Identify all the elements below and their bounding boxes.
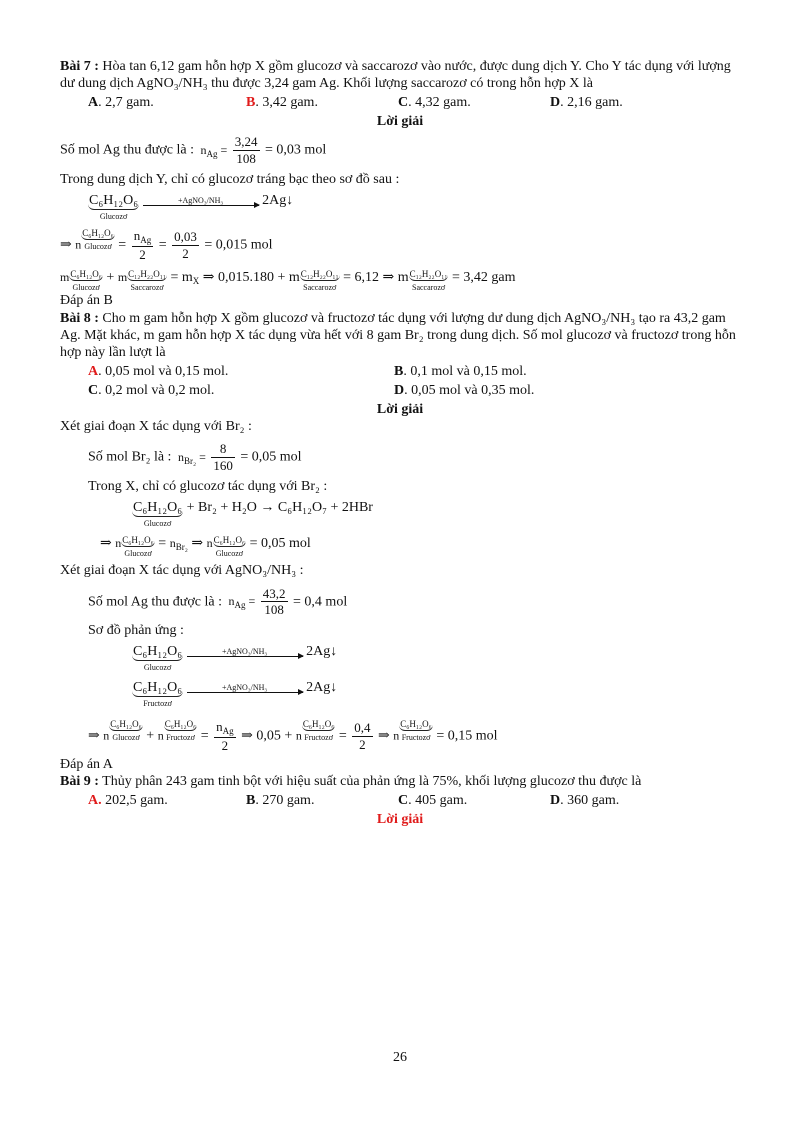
- bai8-answer: Đáp án A: [60, 756, 113, 772]
- bai8-options-row1: [88, 363, 740, 380]
- bai9-question: Bài 9 : Thủy phân 243 gam tinh bột với hiệu suất của phản ứng là 75%, khối lượng glucozơ thu được là: [60, 773, 642, 789]
- arrow-icon: +AgNO₃/NH₃: [187, 683, 303, 694]
- bai8-scheme-glucose: C₆H₁₂O₆ Glucozơ +AgNO₃/NH₃ 2Ag↓: [133, 644, 338, 673]
- page-content: [60, 58, 740, 828]
- bai7-options: [88, 94, 740, 111]
- bai7-option-d[interactable]: D. 2,16 gam.: [550, 95, 623, 111]
- bai7-scheme-intro: Trong dung dịch Y, chỉ có glucozơ tráng bạc theo sơ đồ sau :: [60, 172, 400, 188]
- bai7-option-a[interactable]: A. 2,7 gam.: [88, 95, 154, 111]
- bai8-n-glucose: ⇒ n C₆H₁₂O₆ Glucozơ = $n_{Br_2}$ ⇒ n C₆H₁₂O₆ Glucozơ = 0,05 mol: [100, 534, 311, 558]
- bai9-option-c[interactable]: C. 405 gam.: [398, 792, 468, 808]
- bai7-option-c[interactable]: C. 4,32 gam.: [398, 95, 471, 111]
- bai7-option-b[interactable]: B. 3,42 gam.: [246, 95, 318, 111]
- bai7-title: Bài 7 :: [60, 59, 99, 74]
- bai9-options: [88, 792, 740, 809]
- bai7-scheme: C₆H₁₂O₆ Glucozơ +AgNO₃/NH₃ 2Ag↓: [89, 193, 294, 222]
- arrow-icon: +AgNO₃/NH₃: [143, 196, 259, 207]
- bai7-mass-equation: m C₆H₁₂O₆ Glucozơ + m C₁₂H₂₂O₁₁ Saccarozơ = $m_X$ ⇒ 0,015.180 + m C₁₂H₂₂O₁₁ Saccarozơ = 6,12 ⇒ m C₁₂H₂₂O₁₁ Saccarozơ = 3,42 gam: [60, 268, 516, 292]
- bai7-question: [60, 58, 740, 92]
- page-number: 26: [393, 1050, 407, 1065]
- bai9-option-d[interactable]: D. 360 gam.: [550, 792, 620, 808]
- bai9-solution-heading: Lời giải: [376, 812, 424, 828]
- bai8-option-d[interactable]: D. 0,05 mol và 0,35 mol.: [394, 382, 535, 398]
- bai8-option-a[interactable]: A. 0,05 mol và 0,15 mol.: [88, 363, 229, 379]
- bai8-scheme-label: Sơ đồ phản ứng :: [88, 623, 184, 639]
- bai8-only-glucose: Trong X, chỉ có glucozơ tác dụng với Br₂ :: [88, 478, 328, 494]
- bai8-option-b[interactable]: B. 0,1 mol và 0,15 mol.: [394, 363, 527, 379]
- bai8-question: Bài 8 : Cho m gam hỗn hợp X gồm glucozơ và fructozơ tác dụng với lượng dư dung dịch AgNO₃/NH₃ tạo ra 43,2 gam Ag. Mặt khác, m gam hỗn hợp X tác dụng vừa hết với 8 gam Br₂ trong dung dịch. Số mol glucozơ và fructozơ trong hỗn hợp này lần lượt là: [60, 310, 736, 360]
- bai8-final-equation: ⇒ n C₆H₁₂O₆ Glucozơ + n C₆H₁₂O₆ Fructozơ = $\frac{n_{Ag}}{2}$ ⇒ 0,05 + n C₆H₁₂O₆ Fructozơ = $\frac{0,4}{2}$ ⇒ n C₆H₁₂O₆ Fructozơ = 0,15 mol: [88, 718, 498, 753]
- bai8-mol-br2: Số mol Br₂ là : $n_{Br_2}$ = $\frac{8}{160}$ = 0,05 mol: [88, 441, 302, 473]
- bai8-option-c[interactable]: C. 0,2 mol và 0,2 mol.: [88, 382, 215, 398]
- bai8-solution-heading: Lời giải: [376, 401, 424, 417]
- bai8-stage2: Xét giai đoạn X tác dụng với AgNO₃/NH₃ :: [60, 563, 304, 579]
- bai8-stage1: Xét giai đoạn X tác dụng với Br₂ :: [60, 419, 252, 435]
- bai9-option-b[interactable]: B. 270 gam.: [246, 792, 315, 808]
- bai7-solution-heading: Lời giải: [376, 114, 424, 130]
- bai8-br-equation: C₆H₁₂O₆ Glucozơ + Br₂ + H₂O → C₆H₁₂O₇ + 2HBr: [133, 499, 373, 528]
- bai8-mol-ag: Số mol Ag thu được là : $n_{Ag}$ = $\frac{43,2}{108}$ = 0,4 mol: [88, 585, 348, 618]
- bai8-options-row2: [88, 382, 740, 399]
- arrow-icon: +AgNO₃/NH₃: [187, 647, 303, 658]
- bai8-scheme-fructose: C₆H₁₂O₆ Fructozơ +AgNO₃/NH₃ 2Ag↓: [133, 680, 338, 709]
- bai7-frac-ag: $\frac{3,24}{108}$: [234, 134, 258, 167]
- bai7-n-glucose: ⇒ n C₆H₁₂O₆ Glucozơ = $\frac{n_{Ag}}{2}$ = $\frac{0,03}{2}$ = 0,015 mol: [60, 227, 273, 262]
- bai7-answer: Đáp án B: [60, 293, 113, 309]
- bai9-option-a[interactable]: A. 202,5 gam.: [88, 792, 168, 808]
- bai7-text: Hòa tan 6,12 gam hỗn hợp X gồm glucozơ và saccarozơ vào nước, được dung dịch Y. Cho Y tác dụng với lượng dư dung dịch AgNO₃/NH₃ thu được 3,24 gam Ag. Khối lượng saccarozơ có trong hỗn hợp X là: [60, 59, 731, 92]
- bai7-mol-ag: Số mol Ag thu được là : $n_{Ag}$ = $\frac{3,24}{108}$ = 0,03 mol: [60, 134, 327, 167]
